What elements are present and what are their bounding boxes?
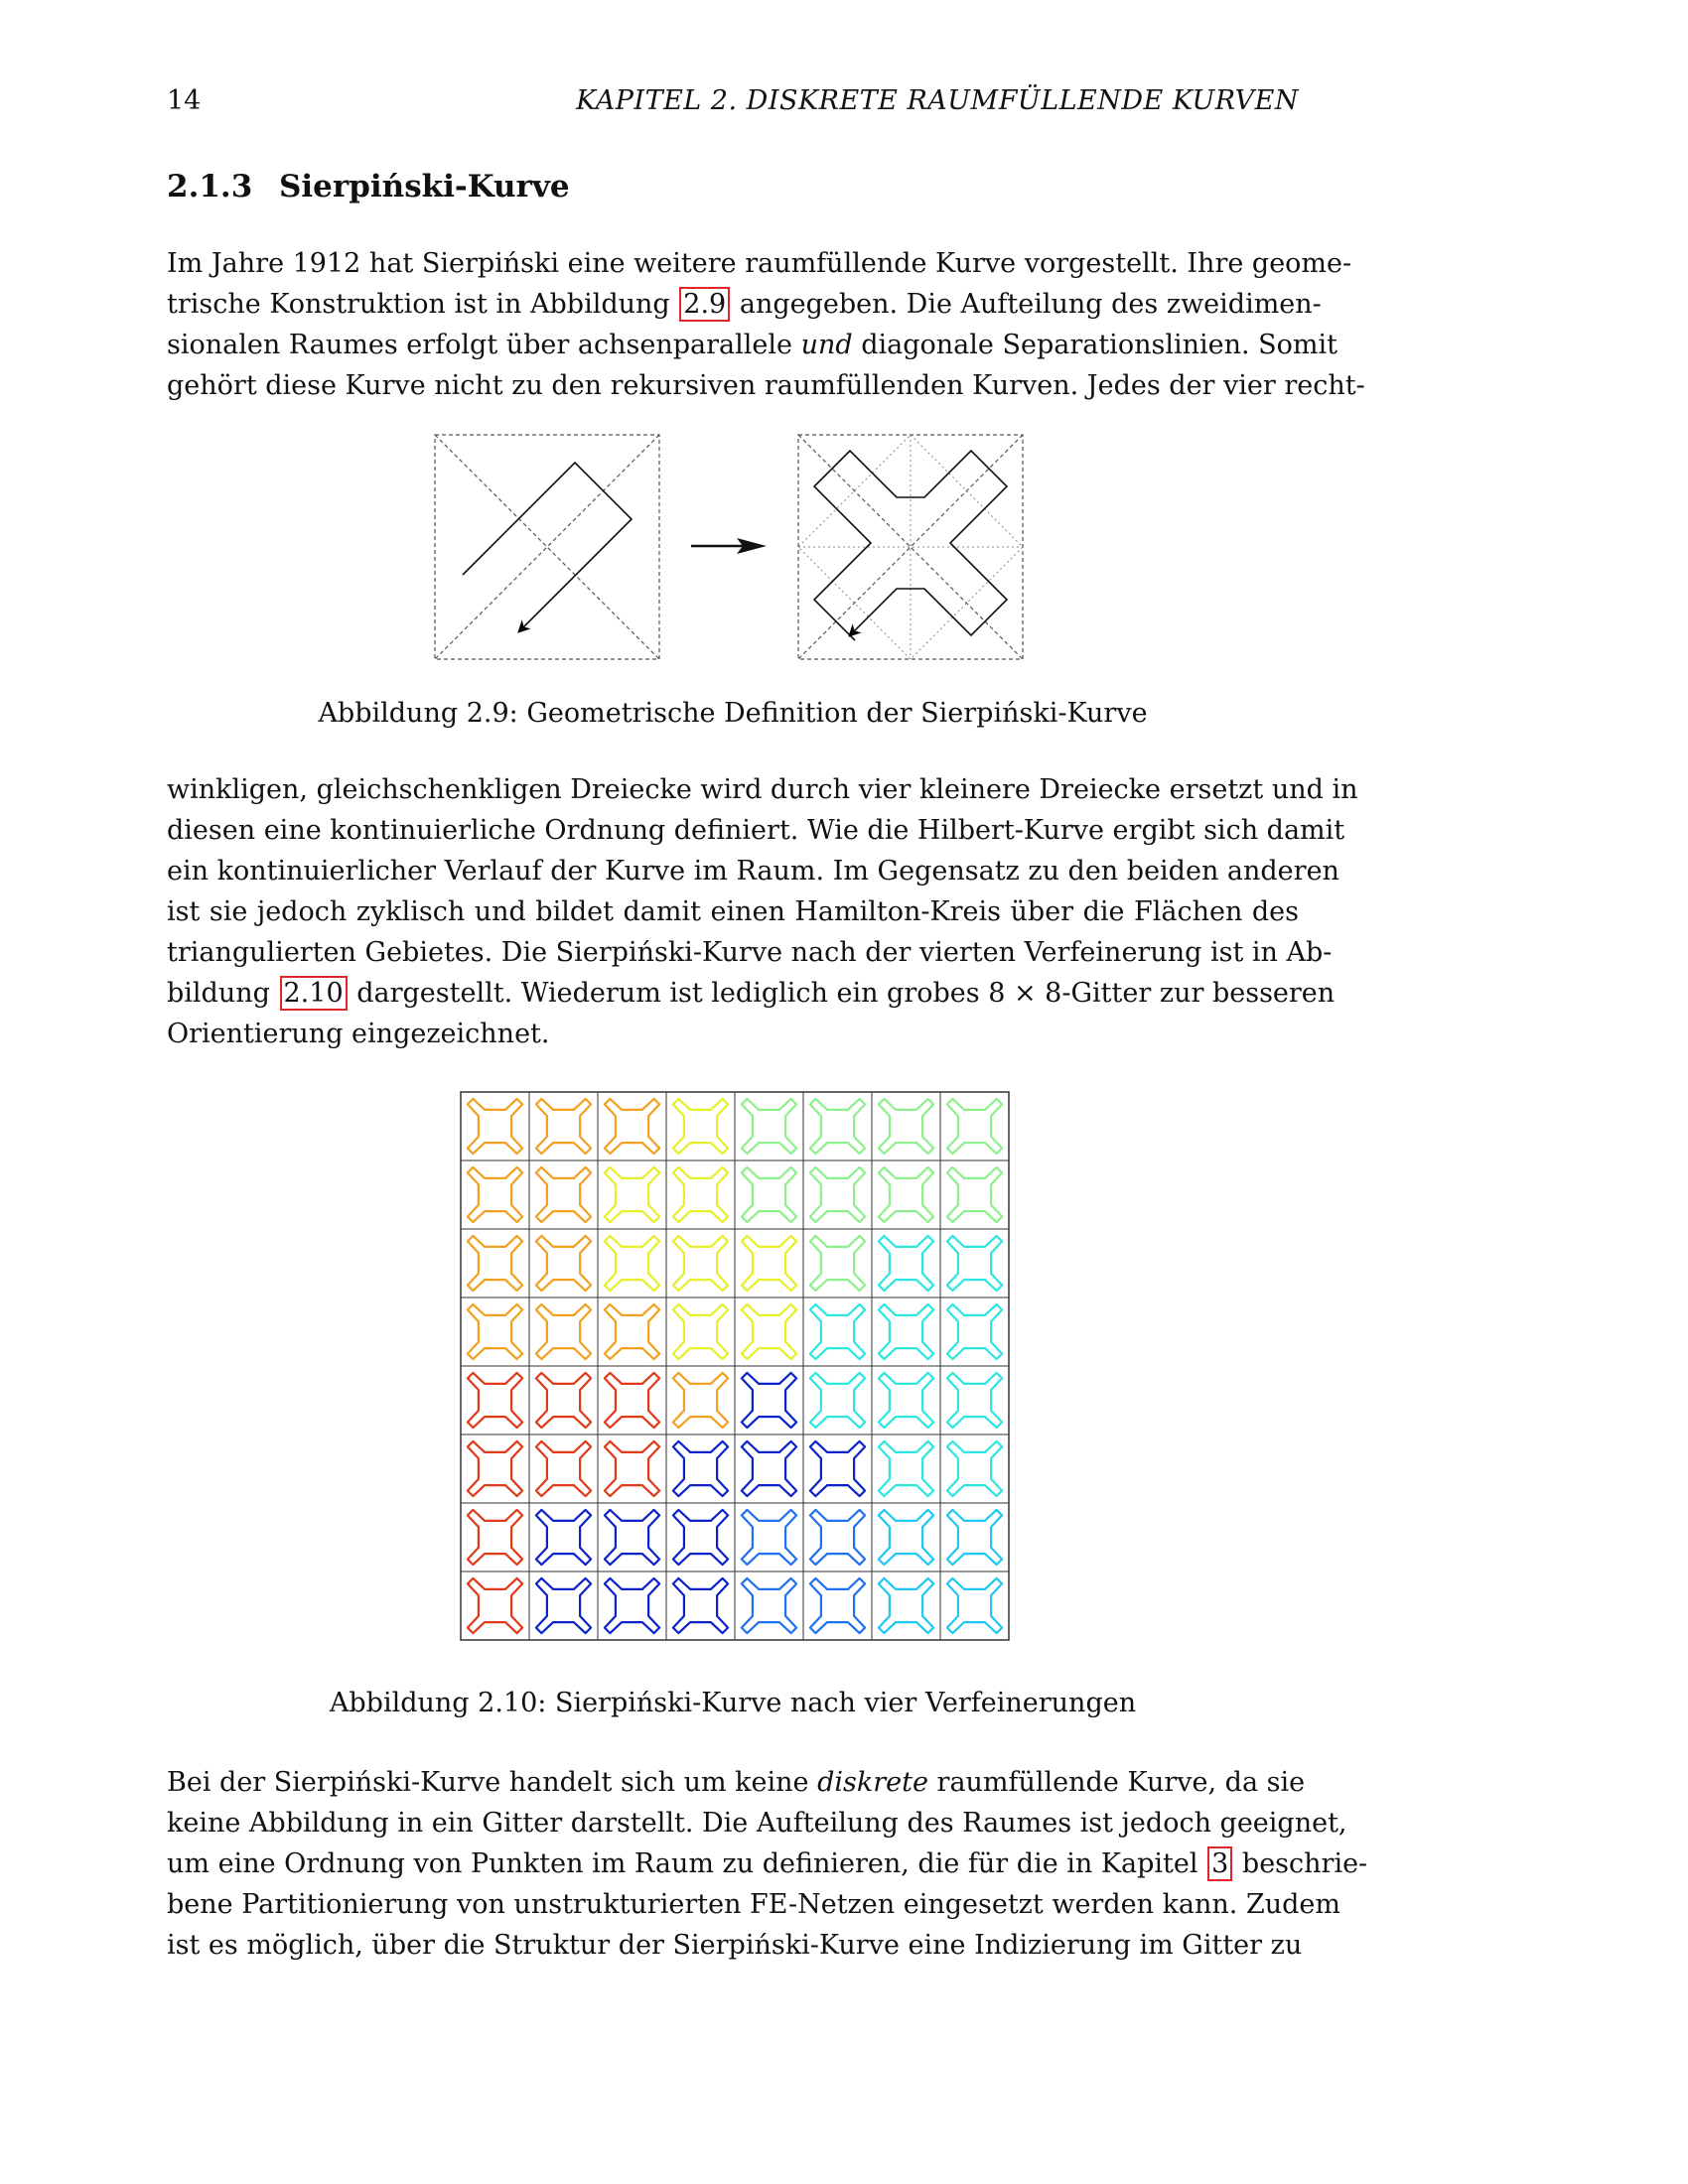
page-number: 14: [167, 85, 202, 116]
chapter-link[interactable]: 3: [1207, 1846, 1232, 1881]
figure-link[interactable]: 2.10: [280, 976, 348, 1011]
text-line: bildung 2.10 dargestellt. Wiederum ist lediglich ein grobes 8 × 8-Gitter zur besseren: [167, 978, 1336, 1009]
section-title: Sierpiński-Kurve: [279, 169, 570, 205]
text-line: triangulierten Gebietes. Die Sierpiński-Kurve nach der vierten Verfeinerung ist in Ab-: [167, 937, 1333, 968]
text-line: ist sie jedoch zyklisch und bildet damit einen Hamilton-Kreis über die Flächen des: [167, 896, 1299, 927]
figure-caption: Abbildung 2.9: Geometrische Definition der Sierpiński-Kurve: [318, 698, 1148, 729]
emphasis: diskrete: [817, 1767, 928, 1798]
text-line: gehört diese Kurve nicht zu den rekursiven raumfüllenden Kurven. Jedes der vier recht-: [167, 370, 1365, 401]
text-line: Bei der Sierpiński-Kurve handelt sich um keine diskrete raumfüllende Kurve, da sie: [167, 1767, 1306, 1798]
paragraph-refinement: [167, 769, 1358, 1054]
text-line: winkligen, gleichschenkligen Dreiecke wird durch vier kleinere Dreiecke ersetzt und in: [167, 774, 1358, 805]
figure-link[interactable]: 2.9: [679, 287, 730, 322]
emphasis: und: [800, 330, 853, 360]
refinement-arrow: [691, 538, 767, 554]
level-0-diagram: [435, 435, 659, 659]
figure-geometric-definition: [427, 427, 1043, 665]
section-heading: [167, 169, 570, 205]
chapter-title: KAPITEL 2. DISKRETE RAUMFÜLLENDE KURVEN: [576, 85, 1299, 116]
level-1-diagram: [798, 435, 1023, 659]
text-line: Orientierung eingezeichnet.: [167, 1019, 550, 1049]
figure-caption: Abbildung 2.10: Sierpiński-Kurve nach vier Verfeinerungen: [329, 1688, 1137, 1718]
paragraph-discussion: [167, 1762, 1368, 1966]
text-line: bene Partitionierung von unstrukturierten FE-Netzen eingesetzt werden kann. Zudem: [167, 1889, 1340, 1920]
paragraph-intro: [167, 243, 1365, 406]
text-line: Im Jahre 1912 hat Sierpiński eine weitere raumfüllende Kurve vorgestellt. Ihre geome-: [167, 248, 1352, 279]
text-line: diesen eine kontinuierliche Ordnung definiert. Wie die Hilbert-Kurve ergibt sich damit: [167, 815, 1345, 846]
figure-sierpinski-refined: [459, 1090, 1011, 1642]
text-line: keine Abbildung in ein Gitter darstellt. Die Aufteilung des Raumes ist jedoch geeignet,: [167, 1808, 1347, 1839]
text-line: um eine Ordnung von Punkten im Raum zu definieren, die für die in Kapitel 3 beschrie-: [167, 1848, 1368, 1879]
text-line: ist es möglich, über die Struktur der Sierpiński-Kurve eine Indizierung im Gitter zu: [167, 1930, 1303, 1961]
text-line: sionalen Raumes erfolgt über achsenparallele und diagonale Separationslinien. Somit: [167, 330, 1337, 360]
running-head: [167, 85, 1299, 125]
text-line: trische Konstruktion ist in Abbildung 2.9 angegeben. Die Aufteilung des zweidimen-: [167, 289, 1322, 320]
text-line: ein kontinuierlicher Verlauf der Kurve im Raum. Im Gegensatz zu den beiden anderen: [167, 856, 1339, 887]
section-number: 2.1.3: [167, 169, 253, 205]
